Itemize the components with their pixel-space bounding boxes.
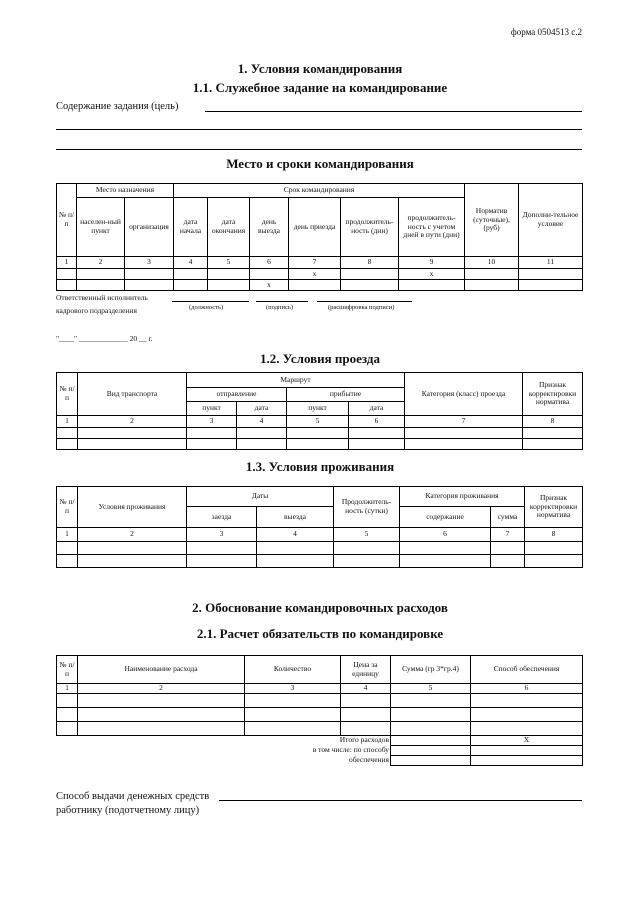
cell[interactable] — [57, 439, 78, 450]
cell[interactable] — [78, 555, 187, 568]
col-number: 6 — [250, 257, 289, 269]
responsible-label-2: кадрового подразделения — [56, 306, 137, 315]
cell[interactable] — [245, 722, 341, 736]
col-number: 6 — [471, 684, 583, 694]
col-number: 8 — [341, 257, 399, 269]
cell[interactable] — [57, 694, 78, 708]
col-start-date-header: дата начала — [174, 198, 208, 257]
col-number: 1 — [57, 257, 77, 269]
col-number: 3 — [187, 528, 257, 542]
cell[interactable] — [187, 439, 237, 450]
cell-x: x — [289, 269, 341, 280]
col-adjust-sign-header: Признак корректировки норматива — [523, 373, 583, 416]
cell[interactable] — [341, 722, 391, 736]
section-1-2-title: 1.2. Условия проезда — [260, 351, 380, 366]
cell[interactable] — [77, 269, 125, 280]
cell[interactable] — [525, 555, 583, 568]
cell[interactable] — [519, 269, 583, 280]
cell[interactable] — [471, 746, 583, 756]
col-number: 11 — [519, 257, 583, 269]
cell[interactable] — [519, 280, 583, 291]
cell[interactable] — [391, 708, 471, 722]
col-locality-header: населен-ный пункт — [77, 198, 125, 257]
cell[interactable] — [257, 555, 334, 568]
col-number: 2 — [78, 528, 187, 542]
total-sum-cell[interactable] — [391, 736, 471, 746]
payment-method-label-1: Способ выдачи денежных средств — [56, 791, 210, 802]
payment-method-line[interactable] — [219, 800, 582, 801]
col-number: 7 — [405, 416, 523, 428]
cell[interactable] — [334, 542, 400, 555]
col-point-header: пункт — [187, 402, 237, 416]
col-norm-header: Норматив (суточные), (руб) — [465, 184, 519, 257]
cell[interactable] — [78, 708, 245, 722]
section-2-1-title: 2.1. Расчет обязательств по командировке — [196, 626, 444, 641]
cell[interactable] — [237, 428, 287, 439]
cell[interactable] — [391, 746, 471, 756]
cell[interactable] — [341, 269, 399, 280]
col-number: 10 — [465, 257, 519, 269]
col-category-header: Категория проживания — [400, 487, 525, 507]
cell[interactable] — [174, 280, 208, 291]
cell[interactable] — [349, 439, 405, 450]
col-quantity-header: Количество — [245, 656, 341, 684]
col-dates-header: Даты — [187, 487, 334, 507]
col-term-header: Срок командирования — [174, 184, 465, 198]
cell[interactable] — [471, 694, 583, 708]
cell[interactable] — [391, 722, 471, 736]
cell[interactable] — [57, 542, 78, 555]
col-depart-day-header: день выезда — [250, 198, 289, 257]
cell-x: x — [399, 269, 465, 280]
col-expense-name-header: Наименование расхода — [78, 656, 245, 684]
including-label: в том числе: по способу — [312, 745, 389, 755]
col-extra-header: Дополни-тельное условие — [519, 184, 583, 257]
cell[interactable] — [57, 708, 78, 722]
signature-decode-line[interactable] — [317, 301, 412, 302]
provision-label: обеспечения — [348, 755, 389, 765]
cell[interactable] — [78, 428, 187, 439]
cell[interactable] — [78, 439, 187, 450]
cell[interactable] — [125, 280, 174, 291]
col-conditions-header: Условия проживания — [78, 487, 187, 528]
col-number: 1 — [57, 416, 78, 428]
cell[interactable] — [125, 269, 174, 280]
cell[interactable] — [400, 555, 491, 568]
cell[interactable] — [208, 269, 250, 280]
cell[interactable] — [405, 439, 523, 450]
col-sum-header: Сумма (гр 3*гр.4) — [391, 656, 471, 684]
col-duration-header: Продолжитель-ность (сутки) — [334, 487, 400, 528]
col-number: 3 — [125, 257, 174, 269]
col-number: 7 — [491, 528, 525, 542]
date-line[interactable]: "____" _____________ 20 __ г. — [56, 334, 153, 343]
col-category-header: Категория (класс) проезда — [405, 373, 523, 416]
cell[interactable] — [349, 428, 405, 439]
col-sum-header: сумма — [491, 507, 525, 528]
col-date-header: дата — [349, 402, 405, 416]
col-provision-method-header: Способ обеспечения — [471, 656, 583, 684]
col-destination-header: Место назначения — [77, 184, 174, 198]
cell[interactable] — [57, 428, 78, 439]
col-number: 6 — [349, 416, 405, 428]
cell[interactable] — [491, 555, 525, 568]
task-line-1[interactable] — [205, 111, 582, 112]
cell[interactable] — [187, 428, 237, 439]
col-num-header: № п/п — [57, 656, 78, 684]
section-2-title: 2. Обоснование командировочных расходов — [192, 600, 448, 615]
task-line-3[interactable] — [56, 149, 582, 150]
cell[interactable] — [287, 428, 349, 439]
cell[interactable] — [334, 555, 400, 568]
total-label: Итого расходов — [339, 735, 389, 745]
section-1-3-title: 1.3. Условия проживания — [245, 459, 395, 474]
cell[interactable] — [341, 694, 391, 708]
payment-method-label-2: работнику (подотчетному лицу) — [56, 805, 200, 816]
col-organization-header: организация — [125, 198, 174, 257]
col-number: 8 — [523, 416, 583, 428]
col-number: 3 — [187, 416, 237, 428]
col-adjust-sign-header: Признак корректировки норматива — [525, 487, 583, 528]
col-number: 1 — [57, 684, 78, 694]
cell[interactable] — [523, 439, 583, 450]
cell[interactable] — [78, 722, 245, 736]
place-title: Место и сроки командирования — [226, 156, 414, 171]
col-number: 2 — [78, 416, 187, 428]
col-departure-header: отправление — [187, 388, 287, 402]
cell[interactable] — [465, 280, 519, 291]
task-label: Содержание задания (цель) — [56, 101, 179, 112]
col-number: 2 — [78, 684, 245, 694]
col-num-header: № п/п — [57, 373, 78, 416]
col-number: 5 — [334, 528, 400, 542]
col-number: 2 — [77, 257, 125, 269]
cell[interactable] — [471, 722, 583, 736]
total-x-cell: X — [471, 736, 583, 746]
cell[interactable] — [391, 694, 471, 708]
cell[interactable] — [491, 542, 525, 555]
col-num-header: № п/п — [57, 184, 77, 257]
cell[interactable] — [471, 708, 583, 722]
cell[interactable] — [471, 756, 583, 766]
living-table — [56, 486, 583, 568]
cell[interactable] — [287, 439, 349, 450]
col-number: 4 — [341, 684, 391, 694]
cell[interactable] — [250, 269, 289, 280]
col-checkout-header: выезда — [257, 507, 334, 528]
col-number: 4 — [174, 257, 208, 269]
cell[interactable] — [245, 708, 341, 722]
col-content-header: содержание — [400, 507, 491, 528]
cell[interactable] — [57, 280, 77, 291]
col-date-header: дата — [237, 402, 287, 416]
cell[interactable] — [187, 542, 257, 555]
signature-caption: (подпись) — [266, 304, 293, 311]
cell[interactable] — [208, 280, 250, 291]
cell[interactable] — [391, 756, 471, 766]
travel-table — [56, 372, 583, 450]
col-number: 8 — [525, 528, 583, 542]
responsible-label-1: Ответственный исполнитель — [56, 293, 148, 302]
col-checkin-header: заезда — [187, 507, 257, 528]
signature-decode-caption: (расшифровка подписи) — [328, 304, 395, 311]
cell-x: x — [250, 280, 289, 291]
place-table — [56, 183, 583, 291]
calc-table — [56, 655, 583, 766]
cell[interactable] — [399, 280, 465, 291]
cell[interactable] — [341, 708, 391, 722]
cell[interactable] — [341, 280, 399, 291]
col-number: 6 — [400, 528, 491, 542]
position-caption: (должность) — [189, 304, 224, 311]
col-transport-header: Вид транспорта — [78, 373, 187, 416]
cell[interactable] — [257, 542, 334, 555]
cell[interactable] — [77, 280, 125, 291]
cell[interactable] — [525, 542, 583, 555]
col-number: 3 — [245, 684, 341, 694]
col-point-header: пункт — [287, 402, 349, 416]
col-number: 7 — [289, 257, 341, 269]
col-unit-price-header: Цена за единицу — [341, 656, 391, 684]
cell[interactable] — [465, 269, 519, 280]
cell[interactable] — [78, 542, 187, 555]
col-number: 5 — [391, 684, 471, 694]
col-number: 4 — [257, 528, 334, 542]
cell[interactable] — [245, 694, 341, 708]
col-number: 4 — [237, 416, 287, 428]
cell[interactable] — [57, 722, 78, 736]
section-1-title: 1. Условия командирования — [237, 61, 403, 76]
section-1-1-title: 1.1. Служебное задание на командирование — [192, 80, 448, 95]
form-id: форма 0504513 с.2 — [510, 27, 582, 37]
col-number: 1 — [57, 528, 78, 542]
cell[interactable] — [289, 280, 341, 291]
col-duration-travel-header: продолжитель-ность с учетом дней в пути (дни) — [399, 198, 465, 257]
col-number: 9 — [399, 257, 465, 269]
col-arrive-day-header: день приезда — [289, 198, 341, 257]
cell[interactable] — [523, 428, 583, 439]
col-num-header: № п/п — [57, 487, 78, 528]
cell[interactable] — [78, 694, 245, 708]
cell[interactable] — [187, 555, 257, 568]
col-duration-header: продолжитель-ность (дни) — [341, 198, 399, 257]
cell[interactable] — [400, 542, 491, 555]
col-route-header: Маршрут — [187, 373, 405, 388]
position-line[interactable] — [172, 301, 249, 302]
cell[interactable] — [237, 439, 287, 450]
cell[interactable] — [405, 428, 523, 439]
task-line-2[interactable] — [56, 129, 582, 130]
col-number: 5 — [208, 257, 250, 269]
cell[interactable] — [174, 269, 208, 280]
signature-line[interactable] — [256, 301, 308, 302]
col-end-date-header: дата окончания — [208, 198, 250, 257]
col-number: 5 — [287, 416, 349, 428]
col-arrival-header: прибытие — [287, 388, 405, 402]
cell[interactable] — [57, 555, 78, 568]
cell[interactable] — [57, 269, 77, 280]
